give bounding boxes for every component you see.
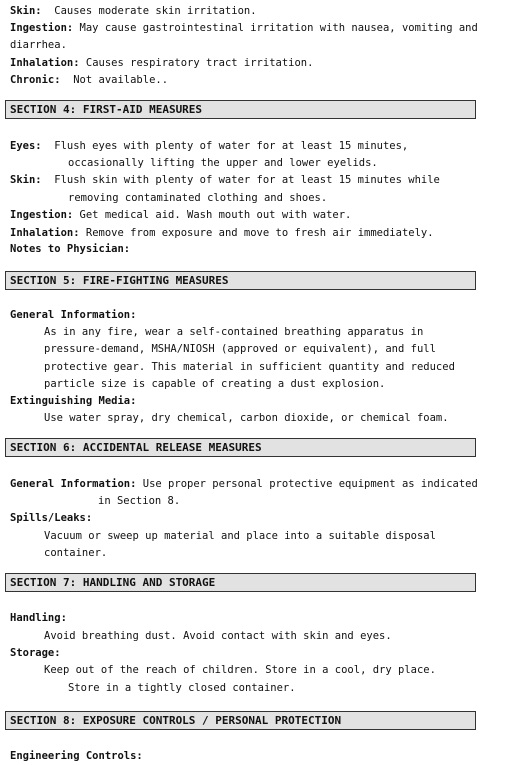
storage-line-2: Store in a tightly closed container. xyxy=(68,682,296,694)
fire-general-line-3: protective gear. This material in sufficient quantity and reduced xyxy=(44,361,455,373)
section-7-header: SECTION 7: HANDLING AND STORAGE xyxy=(5,573,476,592)
engineering-controls-label: Engineering Controls: xyxy=(10,750,143,762)
skin-line: Skin: Flush skin with plenty of water for at least 15 minutes while xyxy=(10,174,440,186)
notes-to-physician: Notes to Physician: xyxy=(10,243,131,255)
release-general-line: General Information: Use proper personal protective equipment as indicated xyxy=(10,478,478,490)
storage-label: Storage: xyxy=(10,647,61,659)
eyes-line: Eyes: Flush eyes with plenty of water for at least 15 minutes, xyxy=(10,140,409,152)
spills-leaks-label: Spills/Leaks: xyxy=(10,512,93,524)
fire-general-line-2: pressure-demand, MSHA/NIOSH (approved or equivalent), and full xyxy=(44,343,436,355)
handling-line: Avoid breathing dust. Avoid contact with skin and eyes. xyxy=(44,630,392,642)
handling-label: Handling: xyxy=(10,612,67,624)
eyes-line-continued: occasionally lifting the upper and lower eyelids. xyxy=(68,157,378,169)
inhalation-effect-line: Inhalation: Causes respiratory tract irritation. xyxy=(10,57,314,69)
spills-line-2: container. xyxy=(44,547,108,559)
extinguishing-media-line: Use water spray, dry chemical, carbon dioxide, or chemical foam. xyxy=(44,412,449,424)
general-information-label: General Information: xyxy=(10,309,137,321)
section-6-header: SECTION 6: ACCIDENTAL RELEASE MEASURES xyxy=(5,438,476,457)
chronic-effect-line: Chronic: Not available.. xyxy=(10,74,169,86)
extinguishing-media-label: Extinguishing Media: xyxy=(10,395,137,407)
skin-line-continued: removing contaminated clothing and shoes. xyxy=(68,192,328,204)
ingestion-effect-line: Ingestion: May cause gastrointestinal irritation with nausea, vomiting and xyxy=(10,22,478,34)
inhalation-line: Inhalation: Remove from exposure and move to fresh air immediately. xyxy=(10,227,434,239)
spills-line-1: Vacuum or sweep up material and place into a suitable disposal xyxy=(44,530,436,542)
section-5-header: SECTION 5: FIRE-FIGHTING MEASURES xyxy=(5,271,476,290)
fire-general-line-1: As in any fire, wear a self-contained breathing apparatus in xyxy=(44,326,424,338)
section-4-header: SECTION 4: FIRST-AID MEASURES xyxy=(5,100,476,119)
ingestion-effect-continued: diarrhea. xyxy=(10,39,67,51)
fire-general-line-4: particle size is capable of creating a dust explosion. xyxy=(44,378,386,390)
ingestion-line: Ingestion: Get medical aid. Wash mouth out with water. xyxy=(10,209,352,221)
section-8-header: SECTION 8: EXPOSURE CONTROLS / PERSONAL PROTECTION xyxy=(5,711,476,730)
storage-line-1: Keep out of the reach of children. Store in a cool, dry place. xyxy=(44,664,436,676)
release-general-continued: in Section 8. xyxy=(98,495,181,507)
skin-effect-line: Skin: Causes moderate skin irritation. xyxy=(10,5,257,17)
